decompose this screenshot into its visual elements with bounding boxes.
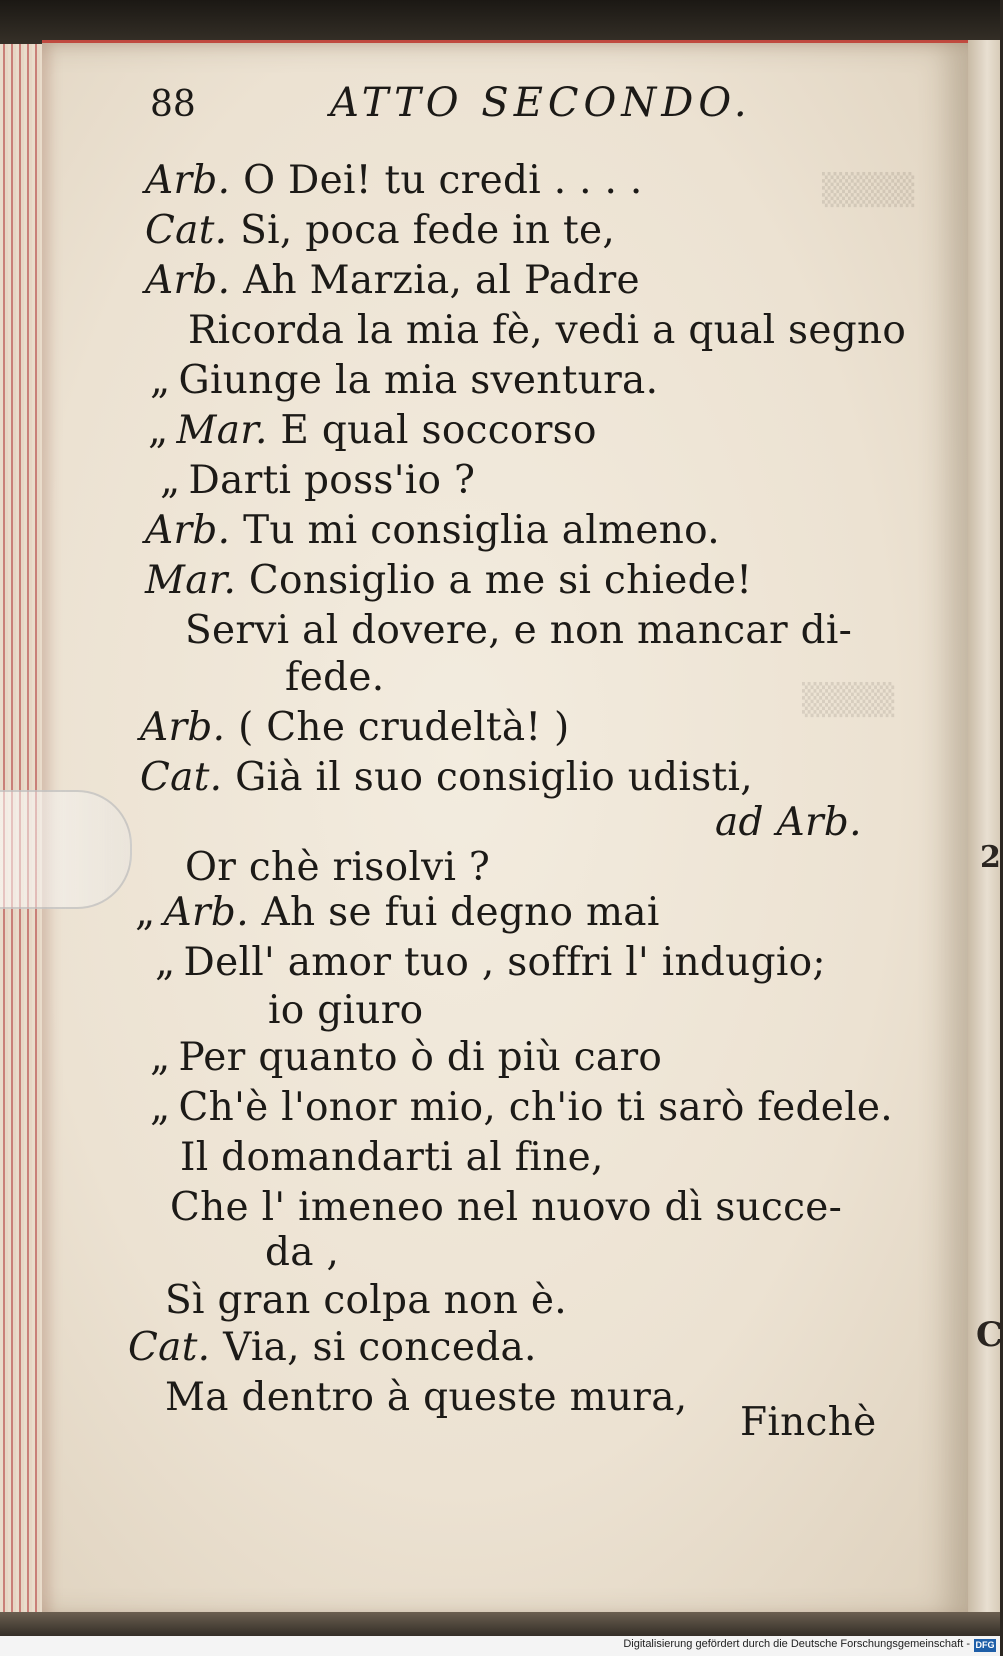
quote-mark: „	[150, 1035, 171, 1080]
edge-mark: C	[976, 1315, 1003, 1355]
text-line	[160, 458, 475, 503]
text-line	[188, 308, 906, 353]
text-line	[150, 358, 658, 403]
line-text: E qual soccorso	[280, 408, 597, 453]
text-line	[165, 1375, 688, 1420]
page-number: 88	[150, 84, 196, 125]
text-line	[128, 1325, 537, 1370]
line-text: Consiglio a me si chiede!	[248, 558, 753, 603]
line-text: Darti poss'io ?	[188, 458, 476, 503]
text-line	[155, 940, 826, 985]
text-line	[148, 408, 597, 453]
running-head: ATTO SECONDO.	[330, 80, 752, 126]
text-line	[145, 508, 720, 553]
edge-mark: 2	[980, 840, 1001, 875]
text-line	[140, 755, 753, 800]
footer-credit: Digitalisierung gefördert durch die Deutsche Forschungsgemeinschaft -	[623, 1638, 970, 1650]
text-line	[265, 1230, 339, 1275]
speaker-label: Arb.	[163, 890, 262, 935]
line-text: Tu mi consiglia almeno.	[243, 508, 720, 553]
text-line	[170, 1185, 842, 1230]
line-text: Sì gran colpa non è.	[165, 1278, 567, 1323]
line-text: Ma dentro à queste mura,	[165, 1375, 688, 1420]
facing-page-edge	[968, 40, 1003, 1620]
text-line	[145, 208, 615, 253]
line-text: Ricorda la mia fè, vedi a qual segno	[188, 308, 907, 353]
bleed-through-text: ▒▒▒▒	[802, 683, 895, 718]
text-line	[715, 800, 862, 845]
text-line	[145, 158, 643, 203]
speaker-label: Mar.	[176, 408, 281, 453]
text-line	[145, 558, 752, 603]
line-text: Il domandarti al fine,	[180, 1135, 604, 1180]
line-text: Giunge la mia sventura.	[178, 358, 659, 403]
text-line	[268, 988, 423, 1033]
line-text: Che l' imeneo nel nuovo dì succe-	[170, 1185, 843, 1230]
line-text: Or chè risolvi ?	[185, 845, 491, 890]
line-text: da ,	[265, 1230, 340, 1275]
line-text: Ah Marzia, al Padre	[243, 258, 640, 303]
line-text: Già il suo consiglio udisti,	[235, 755, 753, 800]
text-line	[285, 655, 384, 700]
line-text: io giuro	[268, 988, 424, 1033]
line-text: Servi al dovere, e non mancar di-	[185, 608, 853, 653]
line-text: Si, poca fede in te,	[240, 208, 616, 253]
speaker-label: Cat.	[128, 1325, 224, 1370]
text-line	[165, 1278, 567, 1323]
catchword: Finchè	[740, 1400, 877, 1445]
text-line	[145, 258, 640, 303]
footer-bar	[0, 1636, 1000, 1656]
quote-mark: „	[160, 458, 181, 503]
line-text: O Dei! tu credi . . . .	[243, 158, 643, 203]
quote-mark: „	[150, 1085, 171, 1130]
page-header	[0, 80, 1000, 130]
quote-mark: „	[148, 408, 169, 453]
speaker-label: Arb.	[145, 158, 244, 203]
speaker-label: Arb.	[145, 258, 244, 303]
quote-mark: „	[135, 890, 156, 935]
line-text: Ch'è l'onor mio, ch'io ti sarò fedele.	[178, 1085, 893, 1130]
text-line	[150, 1085, 893, 1130]
line-text: ( Che crudeltà! )	[238, 705, 570, 750]
line-text: Ah se fui degno mai	[261, 890, 660, 935]
bleed-through-text: ▒▒▒▒	[822, 173, 915, 208]
text-line	[180, 1135, 604, 1180]
text-line	[140, 705, 570, 750]
speaker-label: Arb.	[145, 508, 244, 553]
line-text: Via, si conceda.	[223, 1325, 537, 1370]
speaker-label: Arb.	[140, 705, 239, 750]
quote-mark: „	[150, 358, 171, 403]
text-line	[135, 890, 660, 935]
quote-mark: „	[155, 940, 176, 985]
dfg-logo: DFG	[975, 1640, 995, 1650]
text-line	[185, 608, 852, 653]
text-line	[150, 1035, 662, 1080]
stage-direction: ad Arb.	[715, 800, 862, 845]
speaker-label: Cat.	[140, 755, 236, 800]
speaker-label: Mar.	[145, 558, 249, 603]
text-line	[185, 845, 490, 890]
page-clip	[0, 790, 132, 909]
speaker-label: Cat.	[145, 208, 241, 253]
line-text: Dell' amor tuo , soffri l' indugio;	[183, 940, 826, 985]
line-text: Per quanto ò di più caro	[178, 1035, 663, 1080]
line-text: fede.	[285, 655, 385, 700]
